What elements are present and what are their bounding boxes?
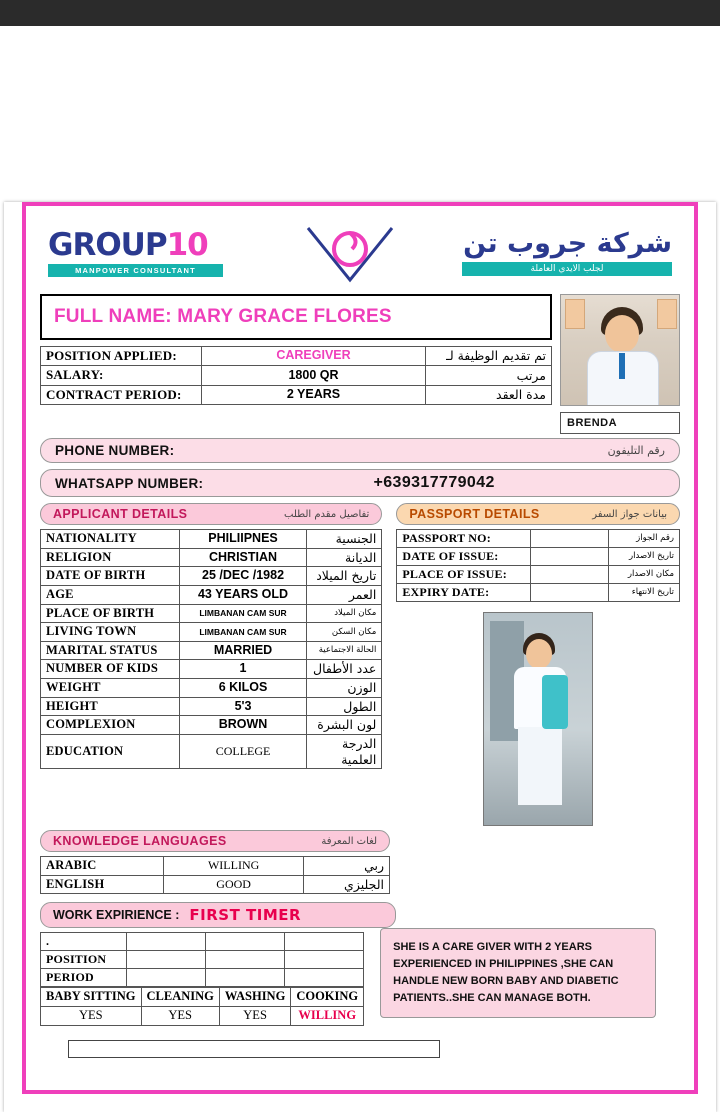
- row-label: CONTRACT PERIOD:: [41, 385, 202, 404]
- photo-column: [560, 294, 680, 434]
- row-cell: [127, 933, 206, 951]
- name-column: [40, 294, 552, 415]
- table-row: [397, 566, 680, 584]
- row-arabic: ربي: [304, 857, 390, 876]
- row-value: 6 KILOS: [180, 679, 307, 698]
- row-cell: [285, 951, 364, 969]
- applicant-details-title: APPLICANT DETAILS: [53, 507, 188, 521]
- row-label: PLACE OF ISSUE:: [397, 566, 530, 584]
- row-cell: [285, 933, 364, 951]
- row-label: ARABIC: [41, 857, 164, 876]
- work-tables: [40, 928, 364, 1025]
- logo-text: GROUP: [48, 226, 167, 263]
- applicant-details-table: [40, 529, 382, 769]
- row-value: LIMBANAN CAM SUR: [180, 623, 307, 642]
- table-row: [41, 857, 390, 876]
- row-value: MARRIED: [180, 641, 307, 660]
- row-value: GOOD: [164, 875, 304, 894]
- swoosh-icon: [302, 222, 398, 284]
- phone-number-bar: [40, 438, 680, 463]
- row-arabic: تاريخ الميلاد: [306, 567, 382, 586]
- table-row: [41, 385, 552, 404]
- page-top-whitespace: [0, 26, 720, 156]
- row-label: COMPLEXION: [41, 716, 180, 735]
- browser-top-bar: [0, 0, 720, 26]
- passport-details-arabic-title: بيانات جواز السفر: [592, 508, 667, 520]
- table-row: [397, 548, 680, 566]
- cv-page: [4, 202, 716, 1112]
- row-arabic: مكان الاصدار: [609, 566, 680, 584]
- row-label: WEIGHT: [41, 679, 180, 698]
- name-and-photo-row: [40, 294, 680, 434]
- passport-details-section: [396, 503, 680, 826]
- row-label: SALARY:: [41, 366, 202, 385]
- skills-table: [40, 987, 364, 1025]
- skill-header: BABY SITTING: [41, 988, 142, 1007]
- knowledge-languages-title: KNOWLEDGE LANGUAGES: [53, 834, 227, 848]
- skill-value: YES: [41, 1006, 142, 1025]
- row-label: NATIONALITY: [41, 530, 180, 549]
- row-label: PERIOD: [41, 969, 127, 987]
- row-arabic: لون البشرة: [306, 716, 382, 735]
- table-row: [41, 660, 382, 679]
- table-row: [41, 933, 364, 951]
- cv-pink-frame: [22, 202, 698, 1094]
- passport-details-header: [396, 503, 680, 525]
- passport-details-table: [396, 529, 680, 602]
- table-row: [41, 641, 382, 660]
- row-value: 1800 QR: [202, 366, 426, 385]
- row-cell: [285, 969, 364, 987]
- logo-subtitle: MANPOWER CONSULTANT: [48, 264, 223, 277]
- first-timer-stamp: FIRST TIMER: [189, 906, 302, 925]
- knowledge-languages-arabic-title: لغات المعرفة: [321, 835, 377, 847]
- position-applied-table: [40, 346, 552, 405]
- row-value: 25 /DEC /1982: [180, 567, 307, 586]
- row-value: COLLEGE: [180, 734, 307, 768]
- whatsapp-number-value: +639317779042: [373, 474, 495, 491]
- skill-header: CLEANING: [141, 988, 219, 1007]
- skill-value: YES: [219, 1006, 290, 1025]
- row-label: DATE OF ISSUE:: [397, 548, 530, 566]
- row-arabic: الدرجة العلمية: [306, 734, 382, 768]
- skill-header: WASHING: [219, 988, 290, 1007]
- table-row: [41, 366, 552, 385]
- row-label: AGE: [41, 585, 180, 604]
- row-label: NUMBER OF KIDS: [41, 660, 180, 679]
- table-row: [41, 679, 382, 698]
- row-label: ENGLISH: [41, 875, 164, 894]
- phone-label: PHONE NUMBER:: [55, 443, 175, 458]
- details-section-row: [40, 503, 680, 826]
- row-arabic: الديانة: [306, 548, 382, 567]
- languages-table: [40, 856, 390, 894]
- applicant-fullbody-photo: [483, 612, 593, 826]
- table-row: [41, 585, 382, 604]
- logo-wordmark: [48, 226, 238, 263]
- table-row: [41, 734, 382, 768]
- photo-caption: BRENDA: [560, 412, 680, 434]
- row-arabic: الحالة الاجتماعية: [306, 641, 382, 660]
- skill-value: WILLING: [291, 1006, 364, 1025]
- skill-value: YES: [141, 1006, 219, 1025]
- skill-header: COOKING: [291, 988, 364, 1007]
- company-logo-right: [462, 230, 672, 275]
- summary-note-box: SHE IS A CARE GIVER WITH 2 YEARS EXPERIENCED IN PHILIPPINES ,SHE CAN HANDLE NEW BORN BABY AND DIABETIC PATIENTS..SHE CAN MANAGE BOTH.: [380, 928, 656, 1018]
- row-value: BROWN: [180, 716, 307, 735]
- row-label: RELIGION: [41, 548, 180, 567]
- row-arabic: رقم الجواز: [609, 530, 680, 548]
- table-row: [41, 697, 382, 716]
- table-row: [41, 548, 382, 567]
- knowledge-languages-header: [40, 830, 390, 852]
- row-value: PHILIIPNES: [180, 530, 307, 549]
- table-row: [41, 347, 552, 366]
- row-arabic: مكان السكن: [306, 623, 382, 642]
- row-arabic: الطول: [306, 697, 382, 716]
- work-experience-header: [40, 902, 396, 928]
- row-value: 1: [180, 660, 307, 679]
- table-row: [41, 567, 382, 586]
- table-row: [41, 623, 382, 642]
- row-value: CAREGIVER: [202, 347, 426, 366]
- row-value: [530, 584, 609, 602]
- row-cell: [206, 933, 285, 951]
- logo-number: 10: [166, 226, 208, 263]
- table-row: [41, 988, 364, 1007]
- row-arabic: مرتب: [426, 366, 552, 385]
- row-label: POSITION APPLIED:: [41, 347, 202, 366]
- table-row: [41, 604, 382, 623]
- row-arabic: الجنسية: [306, 530, 382, 549]
- table-row: [397, 530, 680, 548]
- row-label: PLACE OF BIRTH: [41, 604, 180, 623]
- row-arabic: تم تقديم الوظيفة لـ: [426, 347, 552, 366]
- row-value: [530, 530, 609, 548]
- row-value: WILLING: [164, 857, 304, 876]
- arabic-company-title: شركة جروب تن: [463, 228, 672, 260]
- row-arabic: العمر: [306, 585, 382, 604]
- applicant-details-arabic-title: تفاصيل مقدم الطلب: [284, 508, 370, 520]
- row-cell: [127, 951, 206, 969]
- arabic-company-subtitle: لجلب الايدي العاملة: [462, 262, 672, 276]
- footer-blank-field: [68, 1040, 440, 1058]
- company-logo-left: [48, 226, 238, 277]
- row-label: HEIGHT: [41, 697, 180, 716]
- work-and-note-row: [40, 928, 680, 1025]
- applicant-details-section: [40, 503, 382, 826]
- table-row: [397, 584, 680, 602]
- row-value: 2 YEARS: [202, 385, 426, 404]
- table-row: [41, 969, 364, 987]
- table-row: [41, 530, 382, 549]
- center-emblem: [295, 222, 405, 284]
- table-row: [41, 716, 382, 735]
- full-name-box: [40, 294, 552, 340]
- row-value: [530, 566, 609, 584]
- row-arabic: تاريخ الاصدار: [609, 548, 680, 566]
- row-label: PASSPORT NO:: [397, 530, 530, 548]
- work-experience-table: [40, 932, 364, 987]
- row-value: [530, 548, 609, 566]
- row-label: LIVING TOWN: [41, 623, 180, 642]
- row-value: LIMBANAN CAM SUR: [180, 604, 307, 623]
- whatsapp-number-bar: [40, 469, 680, 497]
- row-arabic: مدة العقد: [426, 385, 552, 404]
- row-label: .: [41, 933, 127, 951]
- row-label: DATE OF BIRTH: [41, 567, 180, 586]
- table-row: [41, 951, 364, 969]
- passport-details-title: PASSPORT DETAILS: [409, 507, 540, 521]
- document-header: [40, 216, 680, 294]
- row-arabic: الوزن: [306, 679, 382, 698]
- whatsapp-label: WHATSAPP NUMBER:: [55, 475, 204, 491]
- phone-arabic-label: رقم التليفون: [607, 444, 665, 457]
- row-value: 43 YEARS OLD: [180, 585, 307, 604]
- work-experience-title: WORK EXPIRIENCE :: [53, 908, 180, 923]
- row-arabic: مكان الميلاد: [306, 604, 382, 623]
- applicant-portrait-photo: [560, 294, 680, 406]
- bottom-spacer: [40, 1058, 680, 1076]
- applicant-details-header: [40, 503, 382, 525]
- row-cell: [127, 969, 206, 987]
- row-cell: [206, 969, 285, 987]
- knowledge-languages-section: [40, 830, 390, 894]
- row-label: MARITAL STATUS: [41, 641, 180, 660]
- row-arabic: تاريخ الانتهاء: [609, 584, 680, 602]
- row-label: EXPIRY DATE:: [397, 584, 530, 602]
- row-value: 5'3: [180, 697, 307, 716]
- row-arabic: الجليزي: [304, 875, 390, 894]
- row-label: EDUCATION: [41, 734, 180, 768]
- row-label: POSITION: [41, 951, 127, 969]
- full-name-text: FULL NAME: MARY GRACE FLORES: [54, 306, 392, 327]
- table-row: [41, 1006, 364, 1025]
- row-arabic: عدد الأطفال: [306, 660, 382, 679]
- row-cell: [206, 951, 285, 969]
- table-row: [41, 875, 390, 894]
- row-value: CHRISTIAN: [180, 548, 307, 567]
